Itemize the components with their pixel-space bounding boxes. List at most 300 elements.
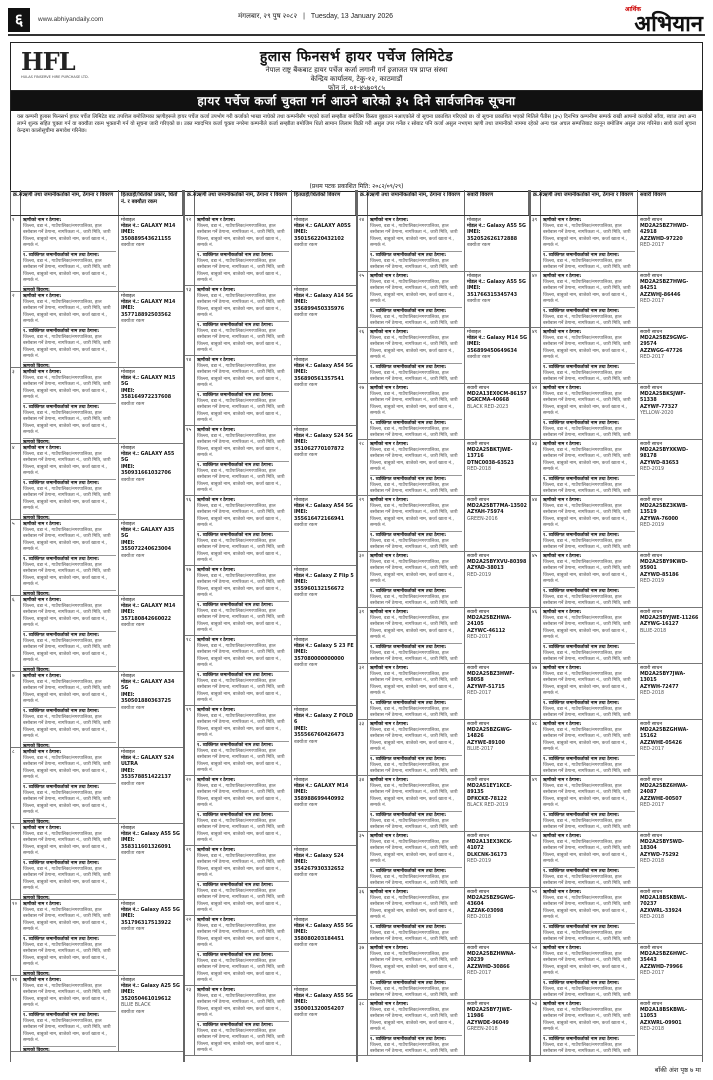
entry-label: १. व्यक्तिगत जमानीकर्ताको नाम तथा ठेगाना: <box>197 392 274 398</box>
collateral-line: MD2A18BSKBWL-70237 <box>640 895 688 908</box>
borrower-listing <box>10 190 703 1062</box>
entry-text: जिल्ला, वडा नं., गाउँपालिका/नगरपालिका, हाल बसोबास गर्ने ठेगाना, नागरिकता नं., जारी मिति, जारी जिल्ला, बाबुको नाम, बाजेको नाम, कर्जा खाता नं., सम्पर्क नं. <box>23 562 111 588</box>
entry-divider <box>23 403 116 404</box>
entry-number: ३९ <box>531 216 541 271</box>
collateral-line: YELLOW-2020 <box>640 411 674 417</box>
entry-label: १. व्यक्तिगत जमानीकर्ताको नाम तथा ठेगाना: <box>197 1022 274 1028</box>
collateral-line: AZYWD-83653 <box>640 460 679 466</box>
entry-details <box>195 566 292 635</box>
entry-details <box>368 1000 465 1055</box>
entry-text: जिल्ला, वडा नं., गाउँपालिका/नगरपालिका, हाल बसोबास गर्ने ठेगाना, नागरिकता नं., जारी मिति, जारी जिल्ला, बाबुको नाम, बाजेको नाम, कर्जा खाता नं., सम्पर्क नं. <box>370 727 458 753</box>
borrower-entry <box>531 944 702 1000</box>
collateral-line: AZZWHJ-86446 <box>640 292 681 298</box>
entry-details <box>541 888 638 943</box>
collateral-line: मोबाइल <box>294 707 308 713</box>
collateral-line: IMEI: 358164972237608 <box>121 388 172 401</box>
collateral-line: MD2A25BY7JWA-13015 <box>640 671 686 684</box>
entry-number: ३२ <box>358 664 368 719</box>
collateral-line: RED-2017 <box>640 971 664 977</box>
entry-divider <box>543 363 635 364</box>
collateral-line: IMEI: 356890561357541 <box>294 370 345 382</box>
collateral-line: सवारी साधन <box>640 217 662 223</box>
entry-divider <box>23 327 116 328</box>
collateral-line: DFKCKE-78122 <box>467 796 507 802</box>
collateral-line: MD2A25BZ7HWG-84251 <box>640 279 689 292</box>
entry-label: ऋणको विवरण: <box>23 1047 50 1051</box>
entry-label: १. व्यक्तिगत जमानीकर्ताको नाम तथा ठेगाना: <box>370 420 447 426</box>
collateral-line: मोबाइल <box>121 825 135 831</box>
entry-text: जिल्ला, वडा नं., गाउँपालिका/नगरपालिका, हाल बसोबास गर्ने ठेगाना, नागरिकता नं., जारी मिति, जारी जिल्ला, बाबुको नाम, बाजेको नाम, कर्जा खाता नं., सम्पर्क नं. <box>197 993 285 1019</box>
entry-details <box>21 216 119 291</box>
collateral-line: मोबाइल <box>467 329 481 335</box>
entry-number: ३३ <box>358 720 368 775</box>
entry-details <box>195 776 292 845</box>
entry-text: जिल्ला, वडा नं., गाउँपालिका/नगरपालिका, हाल बसोबास गर्ने ठेगाना, नागरिकता नं., जारी मिति, जारी <box>370 874 458 887</box>
collateral-details <box>465 440 529 495</box>
website-url[interactable]: www.abhiyandaily.com <box>38 16 104 23</box>
entry-divider <box>370 251 462 252</box>
entry-label: ऋणीको नाम र ठेगाना: <box>23 825 62 831</box>
entry-divider <box>370 475 462 476</box>
entry-divider <box>543 979 635 980</box>
collateral-line: मोडल नं.: GALAXY M14 <box>121 299 176 305</box>
entry-text: जिल्ला, वडा नं., गाउँपालिका/नगरपालिका, हाल बसोबास गर्ने ठेगाना, नागरिकता नं., जारी मिति, जारी <box>543 762 631 775</box>
logo-letters: HFL <box>21 47 75 76</box>
entry-text: जिल्ला, वडा नं., गाउँपालिका/नगरपालिका, हाल बसोबास गर्ने ठेगाना, नागरिकता नं., जारी मिति, जारी जिल्ला, बाबुको नाम, बाजेको नाम, कर्जा खाता नं., सम्पर्क नं. <box>197 223 285 249</box>
entry-text: जिल्ला, वडा नं., गाउँपालिका/नगरपालिका, हाल बसोबास गर्ने ठेगाना, नागरिकता नं., जारी मिति, जारी जिल्ला, बाबुको नाम, बाजेको नाम, कर्जा खाता नं., सम्पर्क नं. <box>543 727 631 753</box>
entry-label: ऋणीको नाम र ठेगाना: <box>23 749 62 755</box>
collateral-details <box>119 444 183 519</box>
entry-label: १. व्यक्तिगत जमानीकर्ताको नाम तथा ठेगाना: <box>23 328 100 334</box>
borrower-entry <box>11 672 183 748</box>
collateral-line: AZYWE-89100 <box>467 740 505 746</box>
entry-label: १. व्यक्तिगत जमानीकर्ताको नाम तथा ठेगाना: <box>23 480 100 486</box>
collateral-line: GREEN-2016 <box>467 516 498 522</box>
entry-divider <box>23 666 116 667</box>
collateral-line: DGKCMA-40668 <box>467 398 510 404</box>
entry-text: जिल्ला, वडा नं., गाउँपालिका/नगरपालिका, हाल बसोबास गर्ने ठेगाना, नागरिकता नं., जारी मिति, जारी <box>543 594 631 607</box>
entry-label: ऋणीको नाम र ठेगाना: <box>197 497 236 503</box>
entry-label: ऋणीको नाम र ठेगाना: <box>543 441 582 447</box>
collateral-line: IMEI: 357718892503562 <box>121 306 172 318</box>
entry-label: १. व्यक्तिगत जमानीकर्ताको नाम तथा ठेगाना: <box>370 644 447 650</box>
borrower-entry <box>358 272 529 328</box>
entry-label: ऋणीको नाम र ठेगाना: <box>23 597 62 603</box>
collateral-line: BLUE-2018 <box>640 628 667 634</box>
entry-text: जिल्ला, वडा नं., गाउँपालिका/नगरपालिका, हाल बसोबास गर्ने ठेगाना, नागरिकता नं., जारी मिति, जारी <box>543 986 631 999</box>
entry-number: २६ <box>358 328 368 383</box>
collateral-line: सवारी साधन <box>640 385 662 391</box>
collateral-details <box>465 328 529 383</box>
column-header-no: क्र.सं. <box>531 190 541 215</box>
borrower-entry <box>11 748 183 824</box>
collateral-details <box>465 496 529 551</box>
entry-details <box>21 976 119 1051</box>
collateral-line: IMEI: 355960132156672 <box>294 580 345 592</box>
collateral-details <box>638 608 702 663</box>
entry-details <box>368 552 465 607</box>
collateral-details <box>119 368 183 443</box>
entry-text: जिल्ला, वडा नं., गाउँपालिका/नगरपालिका, हाल बसोबास गर्ने ठेगाना, नागरिकता नं., जारी मिति, जारी जिल्ला, बाबुको नाम, बाजेको नाम, कर्जा खाता नं., सम्पर्क नं. <box>197 853 285 879</box>
collateral-line: बक्यौता रकम <box>294 1013 318 1019</box>
borrower-entry <box>358 440 529 496</box>
entry-label: ऋणीको नाम र ठेगाना: <box>23 977 62 983</box>
borrower-entry <box>531 384 702 440</box>
collateral-details <box>292 706 356 775</box>
entry-text: जिल्ला, वडा नं., गाउँपालिका/नगरपालिका, हाल बसोबास गर्ने ठेगाना, नागरिकता नं., जारी मिति, जारी जिल्ला, बाबुको नाम, बाजेको नाम, कर्जा खाता नं., सम्पर्क नं. <box>23 258 111 284</box>
collateral-line: बक्यौता रकम <box>294 739 318 745</box>
collateral-line: मोबाइल <box>121 217 135 223</box>
collateral-line: मोबाइल <box>121 369 135 375</box>
collateral-line: सवारी साधन <box>467 945 489 951</box>
entry-details <box>541 608 638 663</box>
collateral-details <box>465 832 529 887</box>
collateral-line: मोबाइल <box>294 637 308 643</box>
collateral-details <box>638 440 702 495</box>
entry-label: ऋणीको नाम र ठेगाना: <box>370 497 409 503</box>
column-header-item: सवारी विवरण <box>465 190 529 215</box>
collateral-line: मोबाइल <box>121 521 135 527</box>
entry-number: ३ <box>11 368 21 443</box>
entry-label: ऋणीको नाम र ठेगाना: <box>543 329 582 335</box>
collateral-line: मोडल नं.: GALAXY S24 ULTRA <box>121 755 175 768</box>
entry-details <box>368 328 465 383</box>
entry-divider <box>197 671 289 672</box>
entry-divider <box>370 867 462 868</box>
entry-text: जिल्ला, वडा नं., गाउँपालिका/नगरपालिका, हाल बसोबास गर्ने ठेगाना, नागरिकता नं., जारी मिति, जारी <box>370 314 458 327</box>
collateral-line: मोडल नं.: Galaxy M14 5G <box>467 335 528 341</box>
borrower-entry <box>358 384 529 440</box>
entry-label: ऋणीको नाम र ठेगाना: <box>543 665 582 671</box>
collateral-line: AZYAH-75974 <box>467 510 504 516</box>
entry-text: जिल्ला, वडा नं., गाउँपालिका/नगरपालिका, हाल बसोबास गर्ने ठेगाना, नागरिकता नं., जारी मिति, जारी जिल्ला, बाबुको नाम, बाजेको नाम, कर्जा खाता नं., सम्पर्क नं. <box>543 559 631 585</box>
borrower-entry <box>531 496 702 552</box>
collateral-line: मोडल नं.: Galaxy A55 5G <box>467 279 526 285</box>
collateral-line: मोबाइल <box>294 427 308 433</box>
collateral-line: मोडल नं.: Galaxy A55 5G <box>294 923 353 929</box>
collateral-details <box>292 916 356 985</box>
collateral-line: सवारी साधन <box>467 665 489 671</box>
collateral-line: बक्यौता रकम <box>121 477 145 483</box>
collateral-line: बक्यौता रकम <box>294 663 318 669</box>
entry-details <box>368 944 465 999</box>
entry-number: ९ <box>11 824 21 899</box>
entry-divider <box>23 783 116 784</box>
entry-text: जिल्ला, वडा नं., गाउँपालिका/नगरपालिका, हाल बसोबास गर्ने ठेगाना, नागरिकता नं., जारी मिति, जारी जिल्ला, बाबुको नाम, बाजेको नाम, कर्जा खाता नं., सम्पर्क नं. <box>543 223 631 249</box>
borrower-entry <box>11 824 183 900</box>
entry-label: ऋणीको नाम र ठेगाना: <box>543 217 582 223</box>
entry-number: ४३ <box>531 440 541 495</box>
entry-number: ३८ <box>358 1000 368 1055</box>
collateral-line: AZYWF-51715 <box>467 684 505 690</box>
entry-divider <box>197 391 289 392</box>
date-english: Tuesday, 13 January 2026 <box>310 13 394 20</box>
collateral-line: AZYAD-38013 <box>467 566 504 572</box>
collateral-details <box>119 748 183 823</box>
collateral-line: IMEI: 357080000000000 <box>294 650 345 662</box>
continued-note: बाँकी अंश पृष्ठ ७ मा <box>654 1066 701 1074</box>
entry-label: ऋणीको नाम र ठेगाना: <box>543 721 582 727</box>
collateral-line: AZYWH-72477 <box>640 684 679 690</box>
borrower-entry <box>358 552 529 608</box>
collateral-line: मोडल नं.: GALAXY A55 5G <box>121 451 175 464</box>
collateral-line: MD2A25BZGHWA-15162 <box>640 727 689 740</box>
entry-label: ऋणीको नाम र ठेगाना: <box>543 385 582 391</box>
borrower-entry <box>185 986 356 1056</box>
collateral-line: मोबाइल <box>294 847 308 853</box>
collateral-line: बक्यौता रकम <box>294 453 318 459</box>
entry-details <box>21 672 119 747</box>
entry-label: ऋणीको नाम र ठेगाना: <box>370 553 409 559</box>
entry-number: ५३ <box>531 1000 541 1055</box>
collateral-line: AZYWDE-96049 <box>467 1020 509 1026</box>
entry-details <box>21 596 119 671</box>
entry-number: ११ <box>11 976 21 1051</box>
entry-details <box>541 384 638 439</box>
borrower-entry <box>185 356 356 426</box>
entry-label: ऋणीको नाम र ठेगाना: <box>197 637 236 643</box>
collateral-details <box>119 672 183 747</box>
entry-divider <box>543 307 635 308</box>
entry-text: जिल्ला, वडा नं., गाउँपालिका/नगरपालिका, हाल बसोबास गर्ने ठेगाना, नागरिकता नं., जारी मिति, जारी जिल्ला, बाबुको नाम, बाजेको नाम, कर्जा खाता नं., सम्पर्क नं. <box>197 538 285 564</box>
entry-text: जिल्ला, वडा नं., गाउँपालिका/नगरपालिका, हाल बसोबास गर्ने ठेगाना, नागरिकता नं., जारी मिति, जारी <box>370 706 458 719</box>
collateral-line: सवारी साधन <box>640 777 662 783</box>
entry-label: ऋणीको नाम र ठेगाना: <box>370 721 409 727</box>
collateral-line: MD2A25BY5WD-18304 <box>640 839 685 852</box>
column-header <box>185 190 356 216</box>
entry-text: जिल्ला, वडा नं., गाउँपालिका/नगरपालिका, हाल बसोबास गर्ने ठेगाना, नागरिकता नं., जारी मिति, जारी जिल्ला, बाबुको नाम, बाजेको नाम, कर्जा खाता नं., सम्पर्क नं. <box>197 958 285 984</box>
entry-label: १. व्यक्तिगत जमानीकर्ताको नाम तथा ठेगाना: <box>543 252 620 258</box>
entry-text: जिल्ला, वडा नं., गाउँपालिका/नगरपालिका, हाल बसोबास गर्ने ठेगाना, नागरिकता नं., जारी मिति, जारी जिल्ला, बाबुको नाम, बाजेको नाम, कर्जा खाता नं., सम्पर्क नं. <box>543 895 631 921</box>
collateral-line: AZYWA-76000 <box>640 516 679 522</box>
entry-text: जिल्ला, वडा नं., गाउँपालिका/नगरपालिका, हाल बसोबास गर्ने ठेगाना, नागरिकता नं., जारी मिति, जारी जिल्ला, बाबुको नाम, बाजेको नाम, कर्जा खाता नं., सम्पर्क नं. <box>23 375 111 401</box>
entry-label: ऋणीको नाम र ठेगाना: <box>543 553 582 559</box>
entry-label: ऋणीको नाम र ठेगाना: <box>197 427 236 433</box>
entry-text: जिल्ला, वडा नं., गाउँपालिका/नगरपालिका, हाल बसोबास गर्ने ठेगाना, नागरिकता नं., जारी मिति, जारी जिल्ला, बाबुको नाम, बाजेको नाम, कर्जा खाता नं., सम्पर्क नं. <box>543 951 631 977</box>
date-nepali: मंगलबार, २९ पुष २०८२ <box>238 13 298 20</box>
borrower-entry <box>185 706 356 776</box>
entry-divider <box>370 643 462 644</box>
collateral-line: बक्यौता रकम <box>294 383 318 389</box>
borrower-entry <box>185 286 356 356</box>
borrower-entry <box>11 520 183 596</box>
entry-details <box>21 444 119 519</box>
collateral-details <box>465 552 529 607</box>
dateline: मंगलबार, २९ पुष २०८२ | Tuesday, 13 January 2026 <box>238 13 394 20</box>
collateral-line: मोडल नं.: GALAXY M15 5G <box>121 375 176 388</box>
entry-label: ऋणको विवरण: <box>23 819 50 823</box>
borrower-entry <box>358 1000 529 1056</box>
entry-text: जिल्ला, वडा नं., गाउँपालिका/नगरपालिका, हाल बसोबास गर्ने ठेगाना, नागरिकता नं., जारी मिति, जारी जिल्ला, बाबुको नाम, बाजेको नाम, कर्जा खाता नं., सम्पर्क नं. <box>23 755 111 781</box>
collateral-details <box>119 216 183 291</box>
entry-divider <box>23 479 116 480</box>
collateral-details <box>638 832 702 887</box>
entry-text: जिल्ला, वडा नं., गाउँपालिका/नगरपालिका, हाल बसोबास गर्ने ठेगाना, नागरिकता नं., जारी मिति, जारी <box>543 930 631 943</box>
borrower-entry <box>531 664 702 720</box>
collateral-line: मोडल नं.: Galaxy A55 5G <box>121 831 180 837</box>
entry-label: ऋणीको नाम र ठेगाना: <box>543 1001 582 1007</box>
collateral-line: बक्यौता रकम <box>467 299 491 305</box>
entry-text: जिल्ला, वडा नं., गाउँपालिका/नगरपालिका, हाल बसोबास गर्ने ठेगाना, नागरिकता नं., जारी मिति, जारी जिल्ला, बाबुको नाम, बाजेको नाम, कर्जा खाता नं., सम्पर्क नं. <box>370 447 458 473</box>
collateral-line: मोबाइल <box>121 901 135 907</box>
entry-label: ऋणीको नाम र ठेगाना: <box>197 847 236 853</box>
entry-label: ऋणको विवरण: <box>23 363 50 367</box>
entry-label: ऋणको विवरण: <box>23 743 50 747</box>
collateral-line: मोबाइल <box>294 217 308 223</box>
collateral-details <box>638 496 702 551</box>
entry-text: जिल्ला, वडा नं., गाउँपालिका/नगरपालिका, हाल बसोबास गर्ने ठेगाना, नागरिकता नं., जारी मिति, जारी जिल्ला, बाबुको नाम, बाजेको नाम, कर्जा खाता नं., सम्पर्क नं. <box>197 748 285 774</box>
entry-text: जिल्ला, वडा नं., गाउँपालिका/नगरपालिका, हाल बसोबास गर्ने ठेगाना, नागरिकता नं., जारी मिति, जारी जिल्ला, बाबुको नाम, बाजेको नाम, कर्जा खाता नं., सम्पर्क नं. <box>543 391 631 417</box>
entry-text: जिल्ला, वडा नं., गाउँपालिका/नगरपालिका, हाल बसोबास गर्ने ठेगाना, नागरिकता नं., जारी मिति, जारी जिल्ला, बाबुको नाम, बाजेको नाम, कर्जा खाता नं., सम्पर्क नं. <box>23 679 111 705</box>
collateral-line: RED-2019 <box>640 467 664 473</box>
entry-divider <box>543 587 635 588</box>
borrower-entry <box>185 216 356 286</box>
entry-number: २० <box>185 776 195 845</box>
entry-text: जिल्ला, वडा नं., गाउँपालिका/नगरपालिका, हाल बसोबास गर्ने ठेगाना, नागरिकता नं., जारी मिति, जारी जिल्ला, बाबुको नाम, बाजेको नाम, कर्जा खाता नं., सम्पर्क नं. <box>370 223 458 249</box>
entry-label: ऋणीको नाम र ठेगाना: <box>23 445 62 451</box>
entry-text: जिल्ला, वडा नं., गाउँपालिका/नगरपालिका, हाल बसोबास गर्ने ठेगाना, नागरिकता नं., जारी मिति, जारी जिल्ला, बाबुको नाम, बाजेको नाम, कर्जा खाता नं., सम्पर्क नं. <box>543 1007 631 1033</box>
entry-text: जिल्ला, वडा नं., गाउँपालिका/नगरपालिका, हाल बसोबास गर्ने ठेगाना, नागरिकता नं., जारी मिति, जारी जिल्ला, बाबुको नाम, बाजेको नाम, कर्जा खाता नं., सम्पर्क नं. <box>370 559 458 585</box>
collateral-line: मोडल नं.: Galaxy A14 5G <box>294 293 353 299</box>
column-header-main: ऋणी तथा जमानीकर्ताको नाम, ठेगाना र विवरण <box>195 190 292 215</box>
entry-label: १. व्यक्तिगत जमानीकर्ताको नाम तथा ठेगाना: <box>370 812 447 818</box>
collateral-line: AZYWF-77327 <box>640 404 678 410</box>
collateral-line: मोडल नं.: GALAXY A05S <box>294 223 351 229</box>
collateral-line: बक्यौता रकम <box>121 705 145 711</box>
entry-number: १७ <box>185 566 195 635</box>
collateral-line: मोबाइल <box>294 917 308 923</box>
column-header-item: हितग्राही/धितोको विवरण <box>292 190 356 215</box>
entry-text: जिल्ला, वडा नं., गाउँपालिका/नगरपालिका, हाल बसोबास गर्ने ठेगाना, नागरिकता नं., जारी मिति, जारी <box>370 930 458 943</box>
collateral-details <box>638 384 702 439</box>
entry-label: ऋणको विवरण: <box>23 591 50 595</box>
entry-label: ऋणीको नाम र ठेगाना: <box>23 673 62 679</box>
entry-divider <box>543 923 635 924</box>
borrower-entry <box>358 216 529 272</box>
listing-column-1 <box>10 190 184 1062</box>
entry-text: जिल्ला, वडा नं., गाउँपालिका/नगरपालिका, हाल बसोबास गर्ने ठेगाना, नागरिकता नं., जारी मिति, जारी जिल्ला, बाबुको नाम, बाजेको नाम, कर्जा खाता नं., सम्पर्क नं. <box>197 573 285 599</box>
entry-label: ऋणीको नाम र ठेगाना: <box>197 707 236 713</box>
entry-text: जिल्ला, वडा नं., गाउँपालिका/नगरपालिका, हाल बसोबास गर्ने ठेगाना, नागरिकता नं., जारी मिति, जारी जिल्ला, बाबुको नाम, बाजेको नाम, कर्जा खाता नं., सम्पर्क नं. <box>370 503 458 529</box>
entry-label: १. व्यक्तिगत जमानीकर्ताको नाम तथा ठेगाना: <box>23 404 100 410</box>
entry-label: ऋणीको नाम र ठेगाना: <box>197 567 236 573</box>
collateral-line: MD2A25BKSJWF-51338 <box>640 391 686 404</box>
collateral-line: RED-2017 <box>640 299 664 305</box>
borrower-entry <box>358 888 529 944</box>
entry-text: जिल्ला, वडा नं., गाउँपालिका/नगरपालिका, हाल बसोबास गर्ने ठेगाना, नागरिकता नं., जारी मिति, जारी जिल्ला, बाबुको नाम, बाजेको नाम, कर्जा खाता नं., सम्पर्क नं. <box>197 1028 285 1054</box>
entry-label: १. व्यक्तिगत जमानीकर्ताको नाम तथा ठेगाना: <box>370 364 447 370</box>
entry-number: १ <box>11 216 21 291</box>
collateral-line: MD2A25BY9KWD-95901 <box>640 559 688 572</box>
entry-details <box>368 496 465 551</box>
entry-details <box>195 916 292 985</box>
entry-text: जिल्ला, वडा नं., गाउँपालिका/नगरपालिका, हाल बसोबास गर्ने ठेगाना, नागरिकता नं., जारी मिति, जारी जिल्ला, बाबुको नाम, बाजेको नाम, कर्जा खाता नं., सम्पर्क नं. <box>370 783 458 809</box>
entry-number: ४८ <box>531 720 541 775</box>
entry-divider <box>370 531 462 532</box>
collateral-line: मोबाइल <box>294 497 308 503</box>
collateral-line: मोडल नं.: Galaxy A55 5G <box>467 223 526 229</box>
collateral-line: MD2A25BZ6HWC-35443 <box>640 951 688 964</box>
borrower-entry <box>11 976 183 1052</box>
entry-text: जिल्ला, वडा नं., गाउँपालिका/नगरपालिका, हाल बसोबास गर्ने ठेगाना, नागरिकता नं., जारी मिति, जारी जिल्ला, बाबुको नाम, बाजेको नाम, कर्जा खाता नं., सम्पर्क नं. <box>370 1007 458 1033</box>
collateral-line: MD2A25BYXVU-80398 <box>467 559 527 565</box>
entry-divider <box>543 1035 635 1036</box>
entry-divider <box>23 438 116 439</box>
entry-text: जिल्ला, वडा नं., गाउँपालिका/नगरपालिका, हाल बसोबास गर्ने ठेगाना, नागरिकता नं., जारी मिति, जारी जिल्ला, बाबुको नाम, बाजेको नाम, कर्जा खाता नं., सम्पर्क नं. <box>23 334 111 360</box>
collateral-line: मोडल नं.: Galaxy A54 5G <box>294 363 353 369</box>
entry-text: जिल्ला, वडा नं., गाउँपालिका/नगरपालिका, हाल बसोबास गर्ने ठेगाना, नागरिकता नं., जारी मिति, जारी जिल्ला, बाबुको नाम, बाजेको नाम, कर्जा खाता नं., सम्पर्क नं. <box>23 790 111 816</box>
entry-label: ऋणीको नाम र ठेगाना: <box>197 777 236 783</box>
collateral-line: बक्यौता रकम <box>121 623 145 629</box>
collateral-line: सवारी साधन <box>467 497 489 503</box>
borrower-entry <box>531 440 702 496</box>
collateral-line: सवारी साधन <box>640 609 662 615</box>
collateral-line: बक्यौता रकम <box>121 927 145 933</box>
entry-details <box>541 328 638 383</box>
entry-divider <box>543 419 635 420</box>
entry-details <box>21 368 119 443</box>
entry-details <box>541 216 638 271</box>
entry-label: ऋणीको नाम र ठेगाना: <box>23 217 62 223</box>
entry-label: १. व्यक्तिगत जमानीकर्ताको नाम तथा ठेगाना: <box>370 588 447 594</box>
collateral-line: मोबाइल <box>467 217 481 223</box>
collateral-line: AZZWHD-30866 <box>467 964 510 970</box>
collateral-line: IMEI: 351062770107872 <box>294 440 345 452</box>
collateral-line: बक्यौता रकम <box>467 355 491 361</box>
collateral-line: सवारी साधन <box>640 441 662 447</box>
entry-label: १. व्यक्तिगत जमानीकर्ताको नाम तथा ठेगाना: <box>370 868 447 874</box>
entry-text: जिल्ला, वडा नं., गाउँपालिका/नगरपालिका, हाल बसोबास गर्ने ठेगाना, नागरिकता नं., जारी मिति, जारी जिल्ला, बाबुको नाम, बाजेको नाम, कर्जा खाता नं., सम्पर्क नं. <box>543 447 631 473</box>
borrower-entry <box>358 608 529 664</box>
borrower-entry <box>185 566 356 636</box>
entry-text: जिल्ला, वडा नं., गाउँपालिका/नगरपालिका, हाल बसोबास गर्ने ठेगाना, नागरिकता नं., जारी मिति, जारी जिल्ला, बाबुको नाम, बाजेको नाम, कर्जा खाता नं., सम्पर्क नं. <box>197 503 285 529</box>
entry-divider <box>543 755 635 756</box>
entry-label: ऋणीको नाम र ठेगाना: <box>197 217 236 223</box>
entry-details <box>541 832 638 887</box>
entry-divider <box>370 419 462 420</box>
entry-label: ऋणीको नाम र ठेगाना: <box>370 665 409 671</box>
entry-label: १. व्यक्तिगत जमानीकर्ताको नाम तथा ठेगाना: <box>543 812 620 818</box>
collateral-line: बक्यौता रकम <box>467 243 491 249</box>
entry-text: जिल्ला, वडा नं., गाउँपालिका/नगरपालिका, हाल बसोबास गर्ने ठेगाना, नागरिकता नं., जारी मिति, जारी जिल्ला, बाबुको नाम, बाजेको नाम, कर्जा खाता नं., सम्पर्क नं. <box>197 713 285 739</box>
collateral-line: MD2A25BZ9GWG-29574 <box>640 335 689 348</box>
collateral-details <box>119 976 183 1051</box>
entry-text: जिल्ला, वडा नं., गाउँपालिका/नगरपालिका, हाल बसोबास गर्ने ठेगाना, नागरिकता नं., जारी मिति, जारी <box>370 650 458 663</box>
collateral-line: मोडल नं.: Galaxy S 23 FE <box>294 643 354 649</box>
borrower-entry <box>531 216 702 272</box>
borrower-entry <box>358 944 529 1000</box>
column-header <box>11 190 183 216</box>
entry-number: ८ <box>11 748 21 823</box>
collateral-details <box>292 356 356 425</box>
entry-text: जिल्ला, वडा नं., गाउँपालिका/नगरपालिका, हाल बसोबास गर्ने ठेगाना, नागरिकता नं., जारी मिति, जारी जिल्ला, बाबुको नाम, बाजेको नाम, कर्जा खाता नं., सम्पर्क नं. <box>197 923 285 949</box>
entry-text: जिल्ला, वडा नं., गाउँपालिका/नगरपालिका, हाल बसोबास गर्ने ठेगाना, नागरिकता नं., जारी मिति, जारी <box>543 1042 631 1055</box>
borrower-entry <box>11 368 183 444</box>
entry-number: २४ <box>358 216 368 271</box>
entry-label: ऋणको विवरण: <box>23 515 50 519</box>
entry-divider <box>23 555 116 556</box>
collateral-line: MD2A25BZHWA-24105 <box>467 615 512 628</box>
entry-text: जिल्ला, वडा नं., गाउँपालिका/नगरपालिका, हाल बसोबास गर्ने ठेगाना, नागरिकता नं., जारी मिति, जारी जिल्ला, बाबुको नाम, बाजेको नाम, कर्जा खाता नं., सम्पर्क नं. <box>197 888 285 914</box>
entry-divider <box>23 1011 116 1012</box>
entry-label: १. व्यक्तिगत जमानीकर्ताको नाम तथा ठेगाना: <box>543 924 620 930</box>
collateral-line: सवारी साधन <box>640 273 662 279</box>
entry-number: २२ <box>185 916 195 985</box>
entry-text: जिल्ला, वडा नं., गाउँपालिका/नगरपालिका, हाल बसोबास गर्ने ठेगाना, नागरिकता नं., जारी मिति, जारी जिल्ला, बाबुको नाम, बाजेको नाम, कर्जा खाता नं., सम्पर्क नं. <box>197 678 285 704</box>
entry-text: जिल्ला, वडा नं., गाउँपालिका/नगरपालिका, हाल बसोबास गर्ने ठेगाना, नागरिकता नं., जारी मिति, जारी जिल्ला, बाबुको नाम, बाजेको नाम, कर्जा खाता नं., सम्पर्क नं. <box>543 671 631 697</box>
borrower-entry <box>11 292 183 368</box>
collateral-details <box>638 664 702 719</box>
